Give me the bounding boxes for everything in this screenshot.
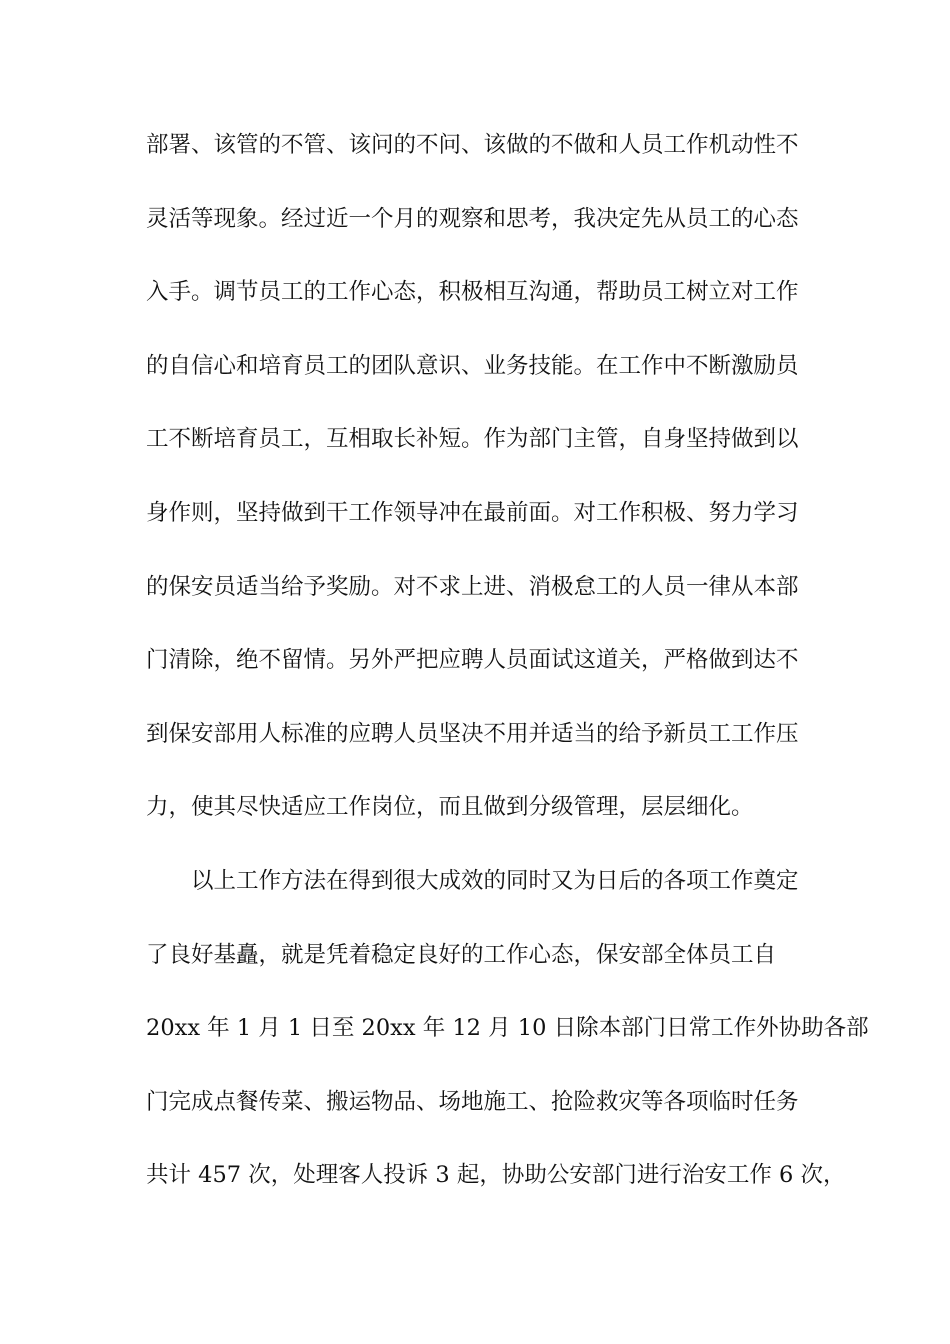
text-line: 了良好基矗，就是凭着稳定良好的工作心态，保安部全体员工自: [146, 942, 777, 968]
text-line: 的保安员适当给予奖励。对不求上进、消极怠工的人员一律从本部: [146, 574, 799, 600]
text-line: 的自信心和培育员工的团队意识、业务技能。在工作中不断激励员: [146, 353, 799, 379]
text-line: 门完成点餐传菜、搬运物品、场地施工、抢险救灾等各项临时任务: [146, 1089, 799, 1115]
text-line: 工不断培育员工，互相取长补短。作为部门主管，自身坚持做到以: [146, 426, 799, 452]
text-line: 力，使其尽快适应工作岗位，而且做到分级管理，层层细化。: [146, 794, 754, 820]
text-line: 以上工作方法在得到很大成效的同时又为日后的各项工作奠定: [191, 868, 799, 894]
text-line: 共计 457 次，处理客人投诉 3 起，协助公安部门进行治安工作 6 次，: [146, 1162, 846, 1188]
text-line: 部署、该管的不管、该问的不问、该做的不做和人员工作机动性不: [146, 132, 799, 158]
text-line: 到保安部用人标准的应聘人员坚决不用并适当的给予新员工工作压: [146, 721, 799, 747]
text-line: 身作则，坚持做到干工作领导冲在最前面。对工作积极、努力学习: [146, 500, 799, 526]
text-line: 入手。调节员工的工作心态，积极相互沟通，帮助员工树立对工作: [146, 279, 799, 305]
text-line: 灵活等现象。经过近一个月的观察和思考，我决定先从员工的心态: [146, 206, 799, 232]
text-line: 20xx 年 1 月 1 日至 20xx 年 12 月 10 日除本部门日常工作外协助各部: [146, 1015, 869, 1041]
text-line: 门清除，绝不留情。另外严把应聘人员面试这道关，严格做到达不: [146, 647, 799, 673]
